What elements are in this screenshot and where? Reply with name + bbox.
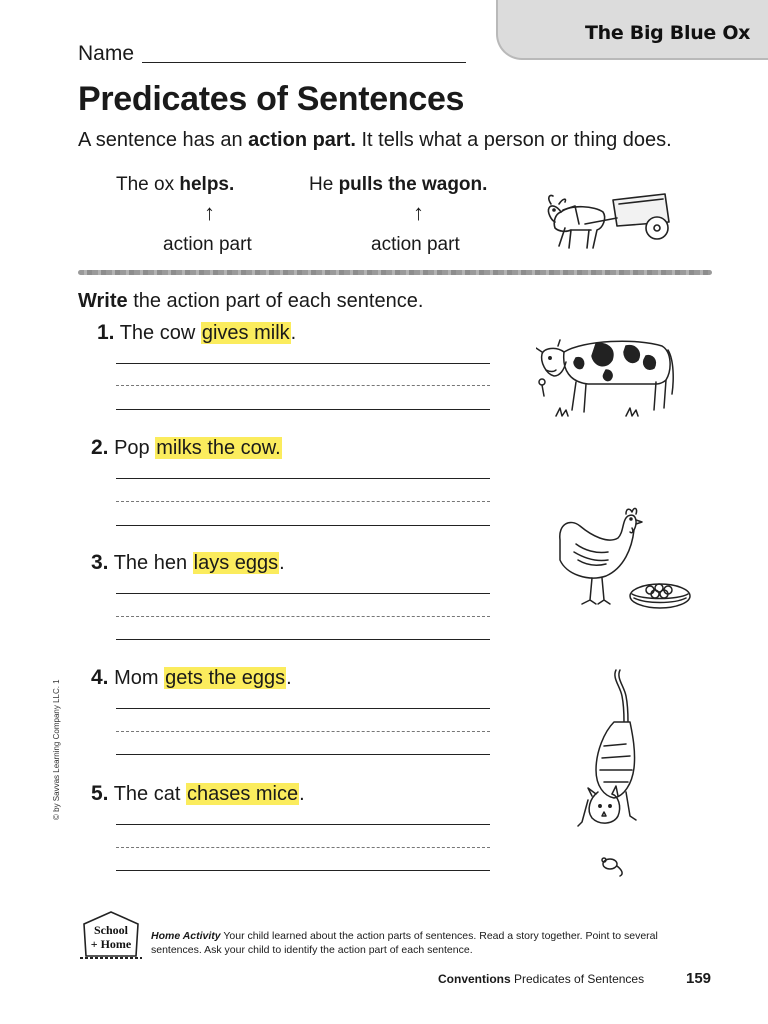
answer-line-2-bottom[interactable] xyxy=(116,525,490,526)
instruction: Write the action part of each sentence. xyxy=(78,290,424,312)
home-activity-text: Home Activity Your child learned about the action parts of sentences. Read a story together. Point to several sentences. Ask your child to identify the action part of each sentence. xyxy=(151,930,658,956)
answer-line-3-mid[interactable] xyxy=(116,616,490,617)
footer-section-label: Conventions Predicates of Sentences xyxy=(438,972,645,986)
action-part-label-1: action part xyxy=(163,234,252,255)
answer-line-4-top[interactable] xyxy=(116,708,490,709)
answer-line-5-mid[interactable] xyxy=(116,847,490,848)
arrow-up-icon: ↑ xyxy=(413,200,424,225)
school-home-logo xyxy=(78,910,144,962)
page-number: 159 xyxy=(686,970,712,987)
section-divider xyxy=(78,270,712,275)
answer-line-3-top[interactable] xyxy=(116,593,490,594)
exercise-item-1: 1. The cow gives milk. xyxy=(97,321,297,344)
answer-line-2-mid[interactable] xyxy=(116,501,490,502)
answer-line-4-bottom[interactable] xyxy=(116,754,490,755)
ox-wagon-illustration xyxy=(545,188,675,260)
cat-illustration xyxy=(574,666,644,878)
answer-line-1-bottom[interactable] xyxy=(116,409,490,410)
svg-text:+ Home: + Home xyxy=(90,937,132,951)
story-title: The Big Blue Ox xyxy=(585,22,751,44)
exercise-item-3: 3. The hen lays eggs. xyxy=(91,551,285,574)
name-write-line[interactable] xyxy=(142,62,466,63)
action-part-label-2: action part xyxy=(371,234,460,255)
hen-illustration xyxy=(552,504,692,614)
intro-sentence: A sentence has an action part. It tells what a person or thing does. xyxy=(78,129,672,151)
name-label: Name xyxy=(78,42,135,65)
answer-line-5-bottom[interactable] xyxy=(116,870,490,871)
answer-line-1-mid[interactable] xyxy=(116,385,490,386)
page-title: Predicates of Sentences xyxy=(78,80,465,118)
answer-line-2-top[interactable] xyxy=(116,478,490,479)
example-2: He pulls the wagon. xyxy=(309,174,488,195)
answer-line-3-bottom[interactable] xyxy=(116,639,490,640)
answer-line-5-top[interactable] xyxy=(116,824,490,825)
arrow-up-icon: ↑ xyxy=(204,200,215,225)
example-1: The ox helps. xyxy=(116,174,235,195)
answer-line-1-top[interactable] xyxy=(116,363,490,364)
svg-text:School: School xyxy=(93,923,129,937)
answer-line-4-mid[interactable] xyxy=(116,731,490,732)
cow-illustration xyxy=(536,330,678,422)
copyright-notice: © by Savvas Learning Company LLC. 1 xyxy=(52,679,61,820)
exercise-item-2: 2. Pop milks the cow. xyxy=(91,436,281,459)
exercise-item-4: 4. Mom gets the eggs. xyxy=(91,666,292,689)
exercise-item-5: 5. The cat chases mice. xyxy=(91,782,305,805)
